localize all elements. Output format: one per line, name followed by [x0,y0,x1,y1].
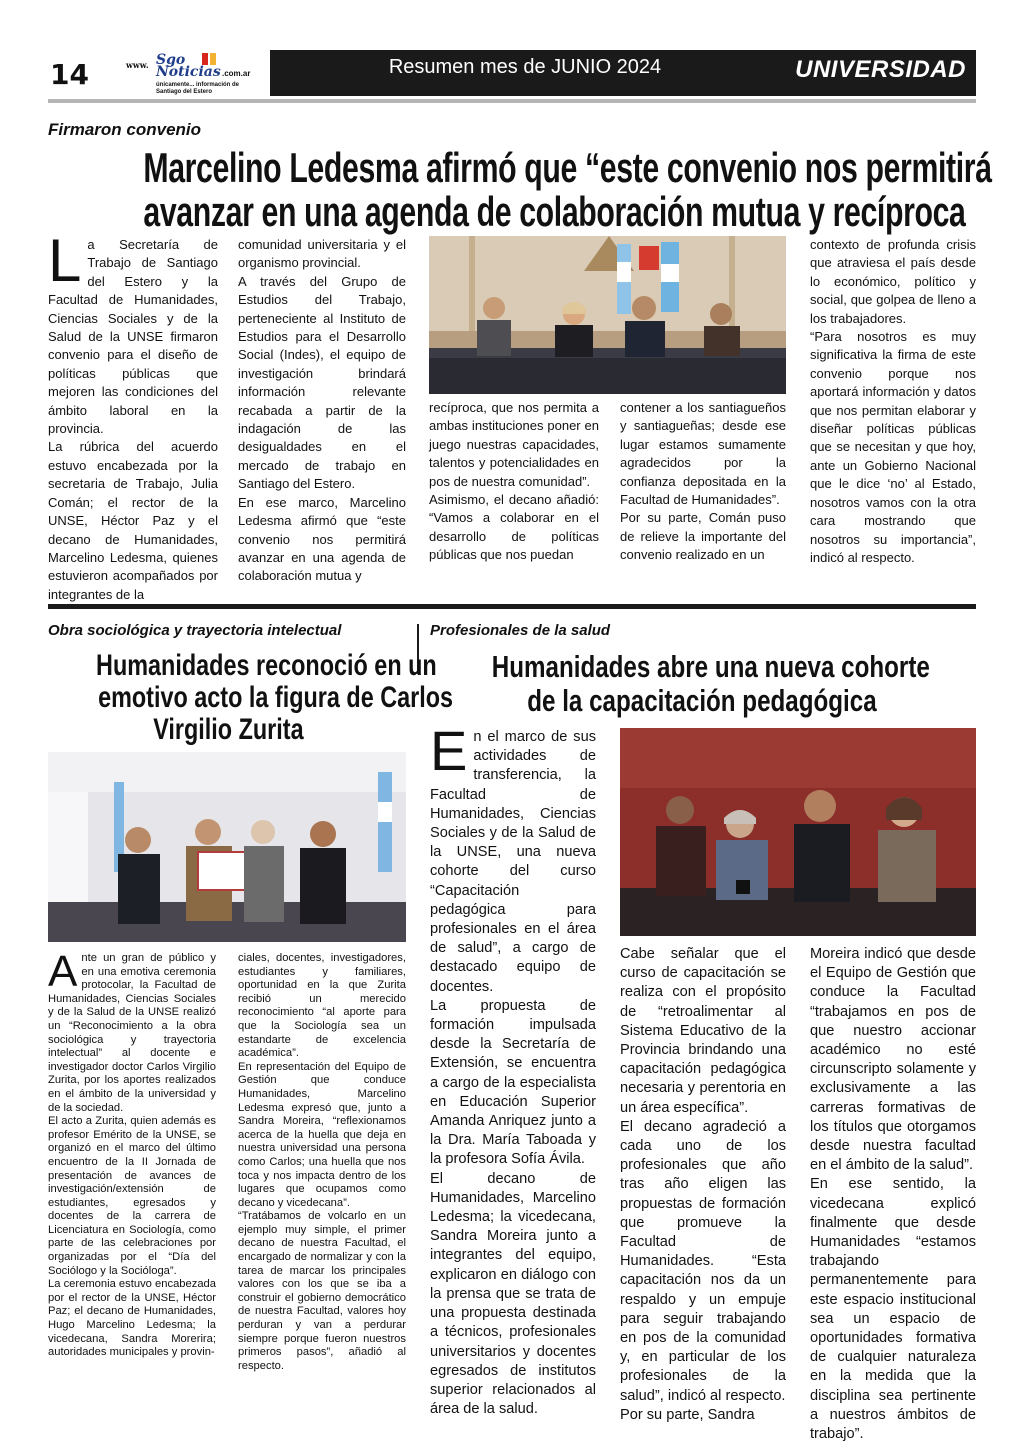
article3-photo [620,728,976,936]
article3-col3 [810,945,976,1444]
article1-headline [143,144,992,235]
article3-col1b-text: La propuesta de formación impulsada desde la Secretaría de Extensión, se encuentra a cargo de la especialista en Educación Superior Amanda Anriquez junto a la Dra. María Taboada y la profesora Sofía Ávila. [430,997,596,1168]
article1-headline-line1: Marcelino Ledesma afirmó que “este convenio nos permitirá [143,144,992,191]
article3-headline [430,650,974,718]
article3-col1a-text: n el marco de sus actividades de transferencia, la Facultad de Humanidades, Ciencias Sociales y de la Salud de la UNSE, una nueva cohorte del curso “Capacitación pedagógica para profesionales en el área de salud”, a cargo de destacado equipo de docentes. [430,729,596,995]
article2-col2c-text: “Tratábamos de volcarlo en un ejemplo muy simple, el primer decano de nuestra Facultad, el encargado de normalizar y con la tarea de marcar los principales valores con los que se iba a construir el gobierno democrático de nuestra Facultad, valores hoy perduran y van a perdurar siempre porque fueron nuestros primeros pasos”, añadió al respecto. [238,1210,406,1372]
section-label: UNIVERSIDAD [795,56,966,83]
article2-col2b-text: En representación del Equipo de Gestión que conduce Humanidades, Marcelino Ledesma expresó que, junto a Sandra Moreira, “reflexionamos acerca de la huella que deja en nuestra universidad una persona como Carlos; una huella que nos toca y nos impacta dentro de los lugares que ocupamos como decano y vicedecana”. [238,1060,406,1209]
logo-brand-line2: Noticias [156,64,221,80]
article1-col3b-text: Asimismo, el decano añadió: “Vamos a colaborar en el desarrollo de políticas públicas que nos puedan [429,492,599,563]
article2-headline-line3: Virgilio Zurita [152,713,304,746]
article1-headline-line2: avanzar en una agenda de colaboración mutua y recíproca [143,188,966,235]
article2-photo [48,752,406,942]
article1-col2c-text: En ese marco, Marcelino Ledesma afirmó que “este convenio nos permitirá avanzar en una agenda de colaboración mutua y [238,494,406,584]
article1-kicker: Firmaron convenio [48,120,202,139]
article3-col2c-text: Por su parte, Sandra [620,1406,755,1423]
article3-dropcap: E [430,719,468,782]
article1-col4b-text: Por su parte, Comán puso de relieve la importante del convenio realizado en un [620,510,786,563]
article2-kicker: Obra sociológica y trayectoria intelectual [48,622,342,639]
section-divider [48,604,976,609]
article1-col3a-text: recíproca, que nos permita a ambas instituciones poner en juego nuestras capacidades, talentos y potencialidades en pos de nuestra comunidad”. [429,400,599,489]
article2-col2 [238,952,406,1373]
article3-col2b-text: El decano agradeció a cada uno de los profesionales que año tras año eligen las propuestas de formación que promueve la Facultad de Humanidades. “Esta capacitación nos da un respaldo y un empuje para seguir trabajando en pos de la comunidad y, en particular de los profesionales de la salud”, indicó al respecto. [620,1118,786,1404]
header-bar [270,50,976,96]
article1-col5b-text: “Para nosotros es muy significativa la firma de este convenio porque nos aportará información y datos que nos permitan elaborar y diseñar políticas públicas que se necesitan y que hoy, ante un Gobierno Nacional que le dice ‘no’ al Estado, nosotros vamos con la otra cara mostrando que nosotros su importancia”, indicó al respecto. [810,329,976,565]
logo-tagline: únicamente... información de Santiago del Estero [156,82,240,95]
article1-col1-text: a Secretaría de Trabajo de Santiago del Estero y la Facultad de Humanidades, Ciencias Sociales y de la Salud de la UNSE firmaron convenio para el diseño de políticas públicas que mejoren las condiciones del ámbito laboral en la provincia. [48,237,218,437]
article2-col2a-text: ciales, docentes, investigadores, estudiantes y familiares, oportunidad en la que Zurita recibió un merecido reconocimiento “al aporte para que la Sociología sea un estandarte de excelencia académica”. [238,952,406,1060]
logo-tld: .com.ar [222,69,251,78]
article3-col3a-text: Moreira indicó que desde el Equipo de Gestión que conduce la Facultad “trabajamos en pos de que nuestro accionar académico no esté circunscripto solamente y exclusivamente a las carreras formativas de los títulos que otorgamos desde nuestra facultad en el ámbito de la salud”. [810,946,976,1174]
article2-col1a-text: nte un gran de público y en una emotiva ceremonia protocolar, la Facultad de Humanidades, Ciencias Sociales y de la Salud de la UNSE realizó un “Reconocimiento a la obra sociológica y trayectoria intelectual” al docente e investigador doctor Carlos Virgilio Zurita, por los aportes realizados en el ámbito de la universidad y de la sociedad. [48,952,216,1114]
article1-col2 [238,236,406,586]
article2-headline-line1: Humanidades reconoció en un [96,649,437,682]
article3-kicker: Profesionales de la salud [430,622,611,639]
article1-col3 [429,399,599,565]
article2-col1c-text: La ceremonia estuvo encabezada por el rector de la UNSE, Héctor Paz; el decano de Humanidades, Hugo Marcelino Ledesma; la vicedecana, Sandra Morerira; autoridades municipales y provin- [48,1278,216,1359]
article2-headline [48,649,454,746]
page-number: 14 [50,58,89,91]
logo-www: www. [126,60,149,70]
article1-col4 [620,399,786,565]
article3-headline-line2: de la capacitación pedagógica [527,683,877,718]
article1-col1 [48,227,218,604]
article1-col1b-text: La rúbrica del acuerdo estuvo encabezada por la secretaria de Trabajo, Julia Comán; el rector de la UNSE, Héctor Paz y el decano de Humanidades, Marcelino Ledesma, quienes estuvieron acompañados por integrantes de la [48,439,218,602]
article1-col2b-text: A través del Grupo de Estudios del Trabajo, perteneciente al Instituto de Estudios para el Desarrollo Social (Indes), el equipo de investigación brindará información relevante recabada a partir de la indagación de las desigualdades en el mercado de trabajo en Santiago del Estero. [238,273,406,492]
article2-col1 [48,947,216,1360]
logo-brand-line1: Sgo [156,52,186,68]
article3-col2 [620,945,786,1425]
article1-col5 [810,236,976,567]
article3-col3b-text: En ese sentido, la vicedecana explicó finalmente que desde Humanidades “estamos trabajando permanentemente para este espacio institucional sea un espacio de oportunidades formativa de cualquier naturaleza en la medida que la disciplina sea pertinente a nuestros ámbitos de trabajo”. [810,1176,976,1443]
article3-col2a-text: Cabe señalar que el curso de capacitación se realiza con el propósito de “retroalimentar al Sistema Educativo de la Provincia brindando una capacitación pedagógica necesaria y perentoria en un área específica”. [620,946,786,1116]
article3-col1c-text: El decano de Humanidades, Marcelino Ledesma; la vicedecana, Sandra Moreira junto a integrantes del equipo, explicaron en diálogo con la prensa que se trata de una propuesta destinada a técnicos, profesionales universitarios y docentes egresados de institutos superior relacionados al área de la salud. [430,1170,596,1418]
article1-dropcap: L [48,227,82,294]
article2-headline-line2: emotivo acto la figura de Carlos [98,681,454,714]
article3-col1 [430,719,596,1419]
article1-col4a-text: contener a los santiagueños y santiagueñas; desde ese lugar estamos sumamente agradecidos por la confianza depositada en la Facultad de Humanidades”. [620,400,786,508]
article1-photo [429,236,786,394]
article2-col1b-text: El acto a Zurita, quien además es profesor Emérito de la UNSE, se organizó en el marco del último encuentro de la II Jornada de presentación de avances de investigación/extensión de estudiantes, egresados y docentes de la carrera de Licenciatura en Sociología, como parte de las celebraciones por organizadas por el “Día del Sociólogo y la Socióloga”. [48,1115,216,1277]
site-logo[interactable] [126,52,264,98]
article3-headline-line1: Humanidades abre una nueva cohorte [491,649,930,684]
article1-col5a-text: contexto de profunda crisis que atraviesa el país desde lo económico, político y social, que golpea de lleno a los trabajadores. [810,237,976,326]
article1-col2a-text: comunidad universitaria y el organismo provincial. [238,237,406,271]
article2-dropcap: A [48,947,78,996]
edition-label: Resumen mes de JUNIO 2024 [388,56,662,78]
header-rule [48,99,976,103]
